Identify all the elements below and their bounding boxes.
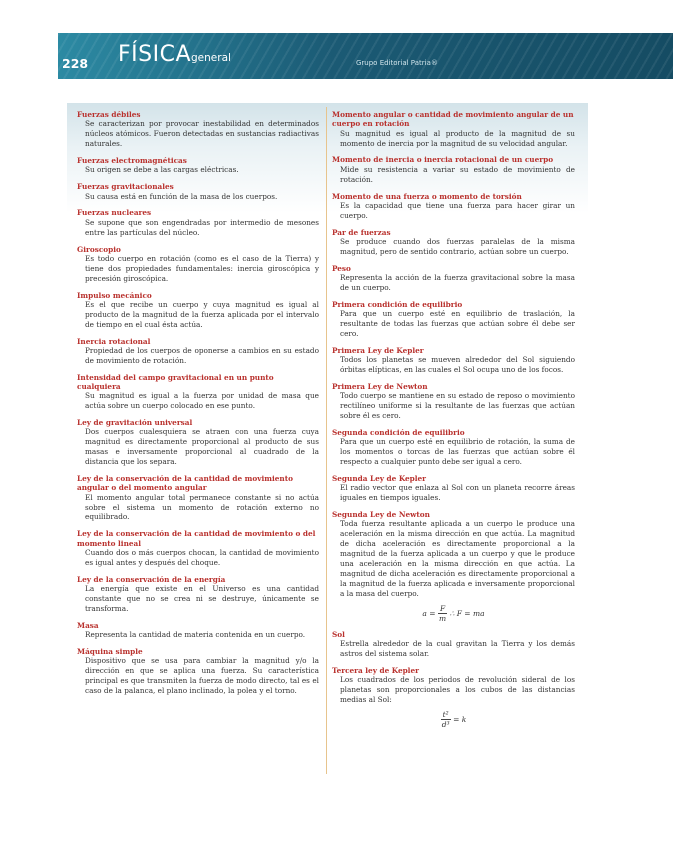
glossary-entry xyxy=(77,474,319,522)
glossary-entry xyxy=(77,529,319,567)
formula-denominator: m xyxy=(439,613,447,623)
glossary-term: Masa xyxy=(77,620,99,630)
glossary-definition: Se caracterizan por provocar inestabilidad en determinados núcleos atómicos. Fueron detectadas en sustancias radiactivas naturales. xyxy=(85,119,319,149)
glossary-term: Fuerzas nucleares xyxy=(77,208,152,218)
glossary-entry xyxy=(332,264,575,293)
glossary-term: Máquina simple xyxy=(77,646,143,656)
glossary-definition: Se produce cuando dos fuerzas paralelas de la misma magnitud, pero de sentido contrario, actúan sobre un cuerpo. xyxy=(340,236,575,256)
glossary-term: Par de fuerzas xyxy=(332,227,391,237)
glossary-term: Fuerzas electromagnéticas xyxy=(77,156,187,166)
glossary-entry xyxy=(77,647,319,696)
formula-fraction xyxy=(438,604,447,623)
formula-lhs: a = xyxy=(422,608,436,618)
glossary-entry xyxy=(77,337,319,366)
glossary-term: Ley de la conservación de la cantidad de movimiento o del momento lineal xyxy=(77,529,316,548)
glossary-definition: Representa la cantidad de materia contenida en un cuerpo. xyxy=(85,630,306,640)
glossary-entry xyxy=(77,208,319,237)
formula-result: = k xyxy=(453,714,467,724)
book-title xyxy=(118,42,231,67)
glossary-term: Fuerzas débiles xyxy=(77,110,141,119)
glossary-definition: Cuando dos o más cuerpos chocan, la cantidad de movimiento es igual antes y después del choque. xyxy=(85,547,319,567)
glossary-definition: Su magnitud es igual a la fuerza por unidad de masa que actúa sobre un cuerpo colocado en ese punto. xyxy=(85,391,319,411)
glossary-definition: Su magnitud es igual al producto de la magnitud de su momento de inercia por la magnitud de su velocidad angular. xyxy=(340,128,575,148)
glossary-term: Intensidad del campo gravitacional en un punto cualquiera xyxy=(77,372,274,391)
book-title-main: FÍSICA xyxy=(118,42,192,67)
glossary-term: Momento angular o cantidad de movimiento angular de un cuerpo en rotación xyxy=(332,110,574,129)
glossary-entry xyxy=(332,510,575,623)
glossary-entry xyxy=(332,382,575,421)
glossary-definition: Es todo cuerpo en rotación (como es el caso de la Tierra) y tiene dos propiedades fundamentales: inercia giroscópica y precesión giroscópica. xyxy=(85,253,319,283)
column-divider xyxy=(326,107,327,774)
glossary-entry xyxy=(332,630,575,659)
glossary-definition: Todos los planetas se mueven alrededor del Sol siguiendo órbitas elípticas, en las cuales el Sol ocupa uno de los focos. xyxy=(340,355,575,375)
glossary-entry xyxy=(77,182,319,201)
glossary-term: Primera Ley de Newton xyxy=(332,381,428,391)
glossary-term: Ley de gravitación universal xyxy=(77,418,193,428)
glossary-entry xyxy=(332,192,575,221)
glossary-entry xyxy=(332,300,575,339)
glossary-definition: Para que un cuerpo esté en equilibrio de rotación, la suma de los momentos o torcas de las fuerzas que actúan sobre él respecto a cualquier punto debe ser igual a cero. xyxy=(340,437,575,467)
glossary-definition: La energía que existe en el Universo es una cantidad constante que no se crea ni se destruye, únicamente se transforma. xyxy=(85,584,319,613)
glossary-term: Peso xyxy=(332,263,351,273)
glossary-definition: El radio vector que enlaza al Sol con un planeta recorre áreas iguales en tiempos iguales. xyxy=(340,483,575,503)
glossary-definition: Representa la acción de la fuerza gravitacional sobre la masa de un cuerpo. xyxy=(340,273,575,292)
book-title-sub: general xyxy=(191,52,231,64)
glossary-term: Tercera ley de Kepler xyxy=(332,665,419,675)
glossary-entry xyxy=(332,666,575,729)
glossary-definition: Todo cuerpo se mantiene en su estado de reposo o movimiento rectilíneo uniforme si la resultante de las fuerzas que actúan sobre él es cero. xyxy=(340,391,575,421)
glossary-column-right xyxy=(332,110,575,736)
glossary-definition: Es el que recibe un cuerpo y cuya magnitud es igual al producto de la magnitud de la fuerza aplicada por el intervalo de tiempo en el cual ésta actúa. xyxy=(85,299,319,329)
glossary-definition: Toda fuerza resultante aplicada a un cuerpo le produce una aceleración en la misma dirección en que actúa. La magnitud de dicha aceleración es directamente proporcional a la magnitud de la fuerza aplicada a un cuerpo y que le produce una aceleración en la misma dirección en que actúa. La magnitud de dicha aceleración es directamente proporcional a la magnitud de la fuerza aplicada e inversamente proporcional a la masa del cuerpo. xyxy=(340,519,575,598)
glossary-definition: Los cuadrados de los periodos de revolución sideral de los planetas son proporcionales a los cubos de las distancias medias al Sol: xyxy=(340,675,575,704)
glossary-entry xyxy=(77,110,319,149)
glossary-term: Inercia rotacional xyxy=(77,336,151,346)
glossary-definition: Para que un cuerpo esté en equilibrio de traslación, la resultante de todas las fuerzas que actúan sobre él debe ser cero. xyxy=(340,309,575,338)
glossary-definition: Es la capacidad que tiene una fuerza para hacer girar un cuerpo. xyxy=(340,200,575,220)
glossary-entry xyxy=(332,474,575,503)
glossary-term: Ley de la conservación de la energía xyxy=(77,574,226,584)
glossary-entry xyxy=(77,373,319,411)
glossary-definition: Dos cuerpos cualesquiera se atraen con una fuerza cuya magnitud es directamente proporcional al producto de sus masas e inversamente proporcional al cuadrado de la distancia que los separa. xyxy=(85,427,319,467)
glossary-column-left xyxy=(77,110,319,703)
formula-numerator: F xyxy=(439,603,446,613)
glossary-term: Primera condición de equilibrio xyxy=(332,299,463,309)
formula-newton xyxy=(332,604,575,623)
formula-denominator: d³ xyxy=(441,719,450,729)
formula-fraction xyxy=(441,710,451,729)
glossary-definition: Mide su resistencia a variar su estado de movimiento de rotación. xyxy=(340,164,575,184)
glossary-term: Impulso mecánico xyxy=(77,290,152,300)
page-number: 228 xyxy=(62,56,89,71)
glossary-term: Segunda Ley de Newton xyxy=(332,510,430,520)
glossary-term: Primera Ley de Kepler xyxy=(332,345,424,355)
glossary-definition: Su origen se debe a las cargas eléctricas. xyxy=(85,165,239,175)
formula-kepler xyxy=(332,710,575,729)
glossary-term: Sol xyxy=(332,629,345,639)
glossary-entry xyxy=(332,428,575,467)
glossary-term: Ley de la conservación de la cantidad de movimiento angular o del momento angular xyxy=(77,474,293,493)
formula-numerator: t² xyxy=(442,709,449,719)
glossary-term: Giroscopio xyxy=(77,244,121,254)
glossary-entry xyxy=(77,621,319,640)
glossary-entry xyxy=(77,291,319,330)
glossary-entry xyxy=(332,110,575,148)
formula-result: ∴ F = ma xyxy=(449,608,485,618)
publisher-name: Grupo Editorial Patria® xyxy=(356,59,438,67)
glossary-term: Fuerzas gravitacionales xyxy=(77,182,174,192)
glossary-definition: Estrella alrededor de la cual gravitan la Tierra y los demás astros del sistema solar. xyxy=(340,638,575,658)
glossary-definition: Dispositivo que se usa para cambiar la magnitud y/o la dirección en que se aplica una fuerza. Su característica principal es que transmiten la fuerza de modo directo, tal es el caso de la palanca, el plano inclinado, la polea y el torno. xyxy=(85,656,319,695)
glossary-entry xyxy=(77,418,319,467)
glossary-entry xyxy=(77,575,319,614)
glossary-entry xyxy=(332,228,575,257)
glossary-definition: Su causa está en función de la masa de los cuerpos. xyxy=(85,191,278,201)
glossary-definition: Se supone que son engendradas por intermedio de mesones entre las partículas del núcleo. xyxy=(85,217,319,237)
glossary-term: Segunda condición de equilibrio xyxy=(332,427,465,437)
glossary-definition: El momento angular total permanece constante si no actúa sobre el sistema un momento de rotación externo no equilibrado. xyxy=(85,492,319,522)
glossary-term: Momento de una fuerza o momento de torsión xyxy=(332,191,522,201)
glossary-entry xyxy=(332,346,575,375)
glossary-entry xyxy=(77,156,319,175)
glossary-entry xyxy=(332,155,575,184)
glossary-term: Segunda Ley de Kepler xyxy=(332,474,427,483)
glossary-entry xyxy=(77,245,319,284)
glossary-definition: Propiedad de los cuerpos de oponerse a cambios en su estado de movimiento de rotación. xyxy=(85,345,319,365)
glossary-term: Momento de inercia o inercia rotacional de un cuerpo xyxy=(332,155,554,165)
